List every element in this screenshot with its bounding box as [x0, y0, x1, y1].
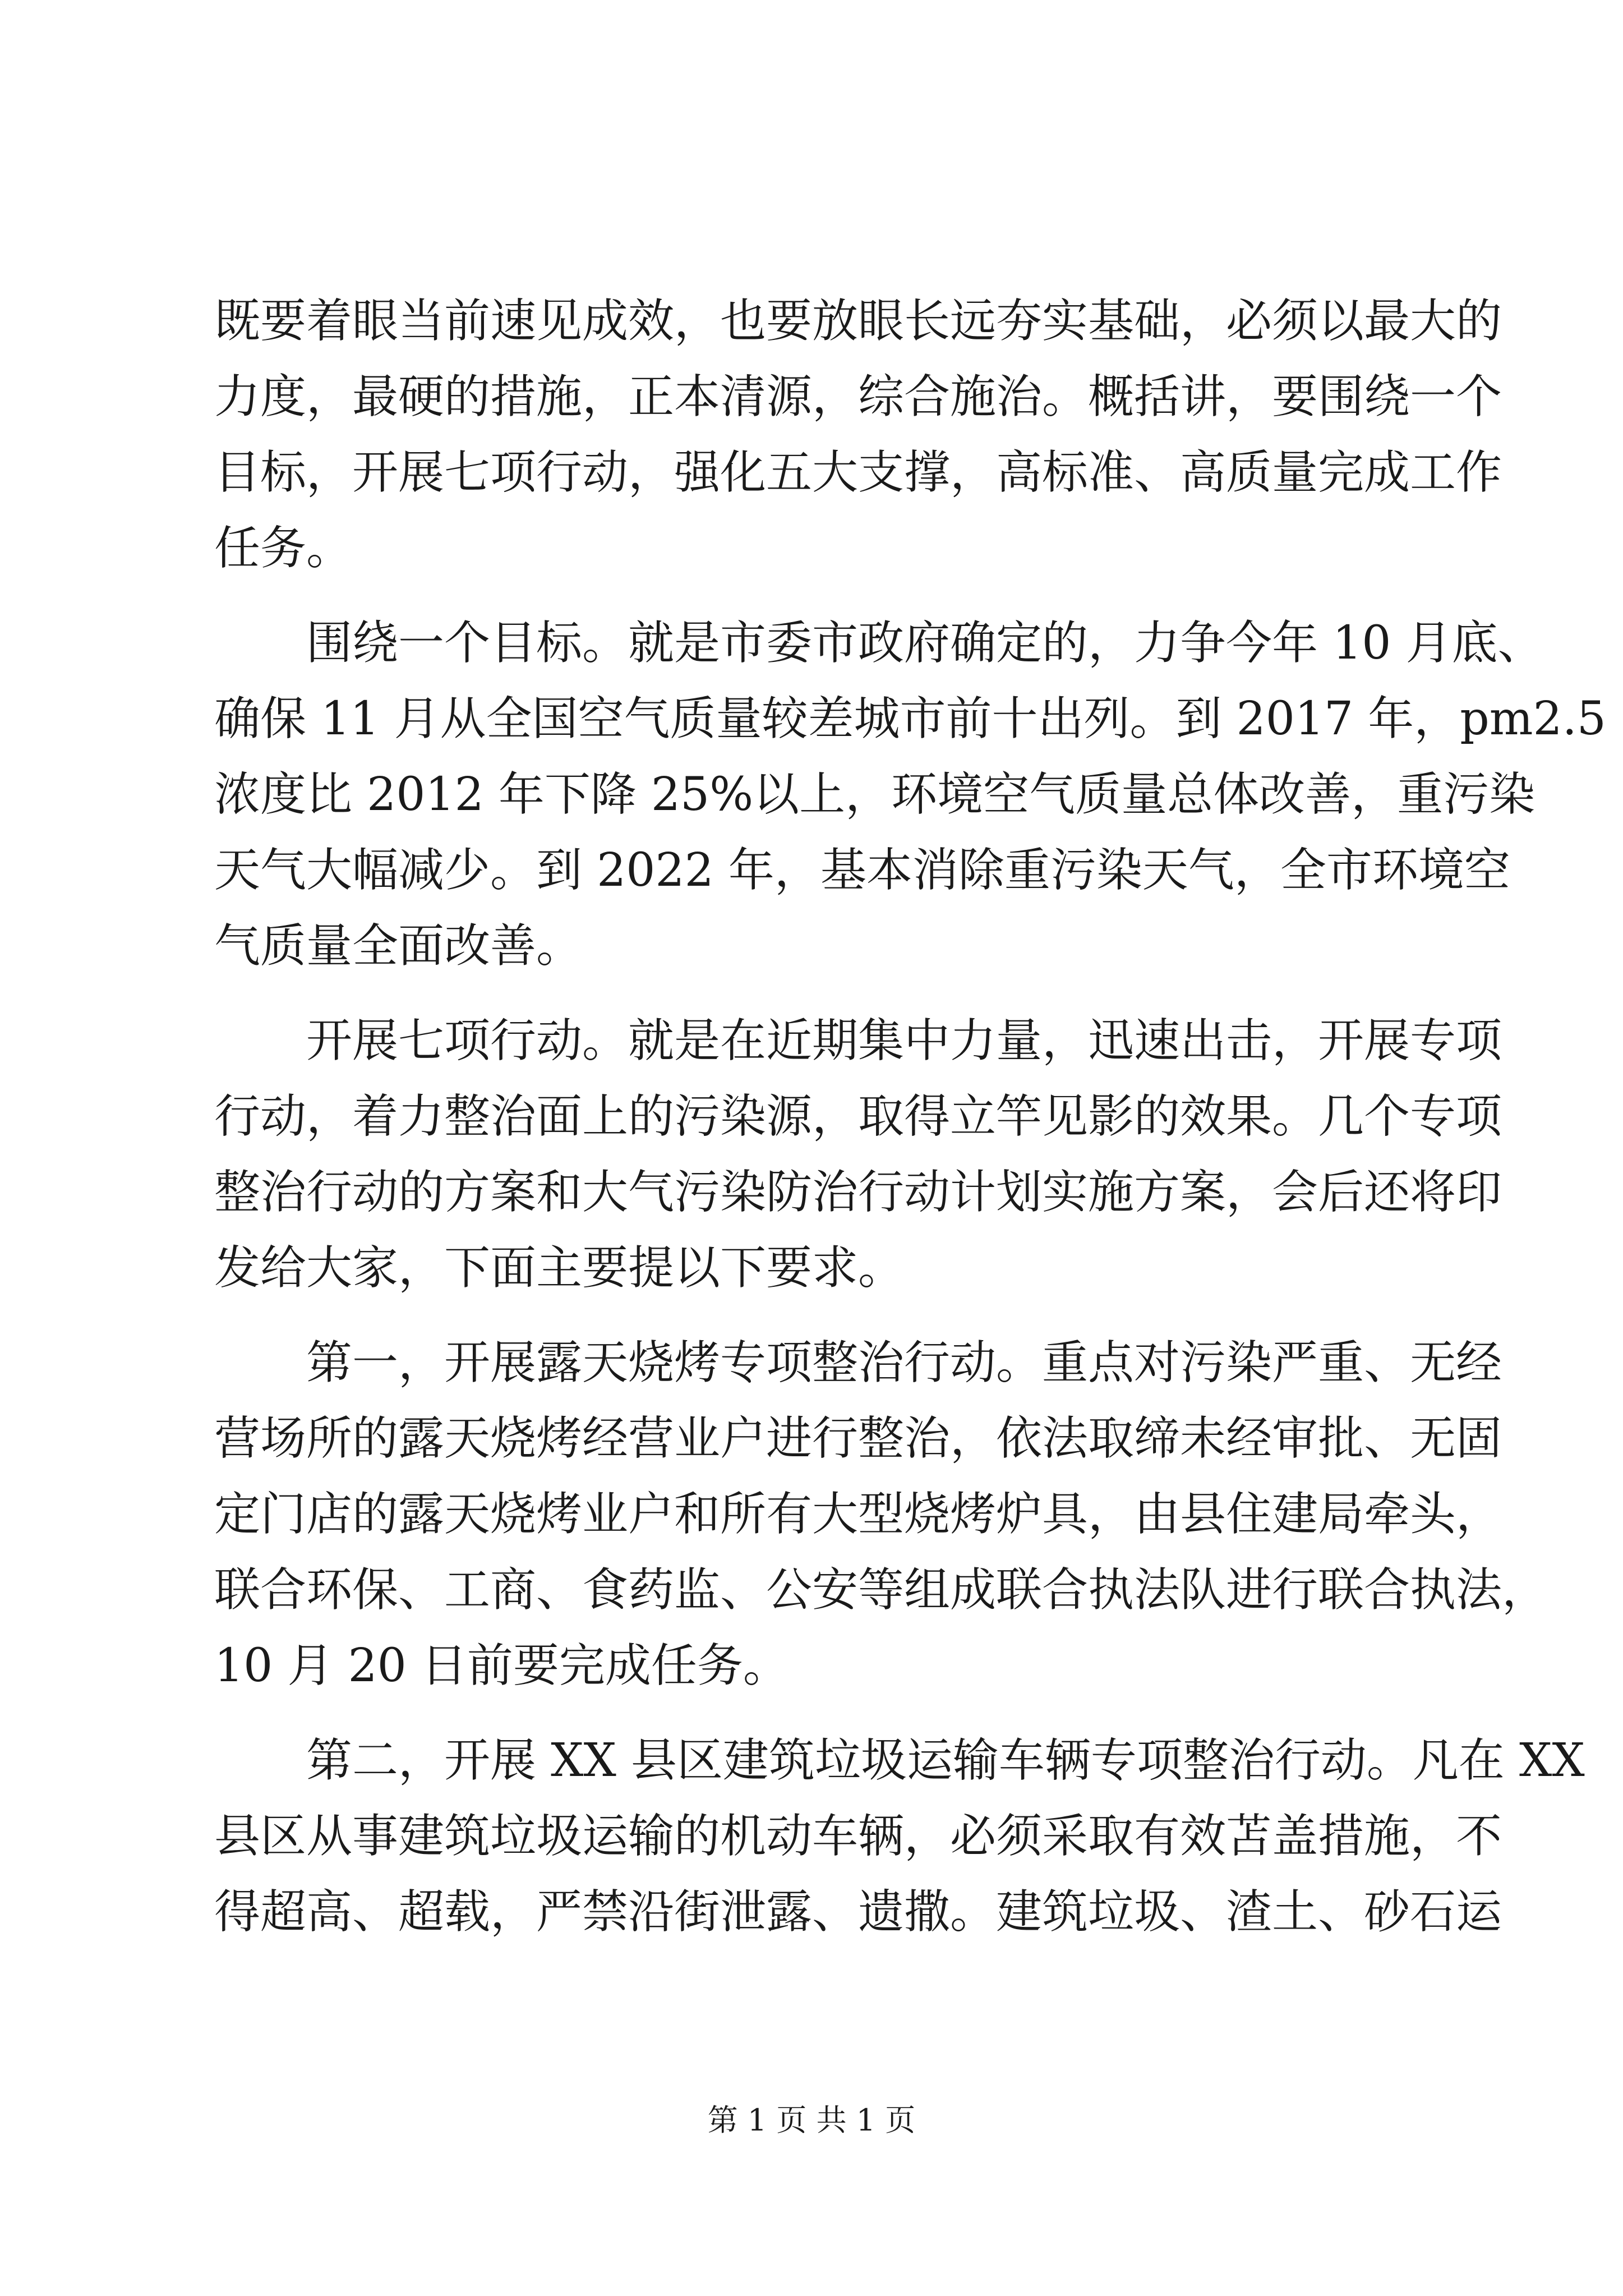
text-line: 第二，开展 XX 县区建筑垃圾运输车辆专项整治行动。凡在 XX — [306, 1734, 1585, 1787]
text-line: 联合环保、工商、食药监、公安等组成联合执法队进行联合执法， — [214, 1563, 1548, 1617]
paragraph-5 — [214, 1723, 1585, 1950]
text-line: 目标，开展七项行动，强化五大支撑，高标准、高质量完成工作 — [214, 446, 1502, 499]
text-line: 定门店的露天烧烤业户和所有大型烧烤炉具，由县住建局牵头， — [214, 1488, 1502, 1541]
text-line: 开展七项行动。就是在近期集中力量，迅速出击，开展专项 — [306, 1014, 1502, 1068]
text-line: 任务。 — [214, 522, 353, 575]
text-line: 营场所的露天烧烤经营业户进行整治，依法取缔未经审批、无固 — [214, 1412, 1502, 1465]
text-line: 县区从事建筑垃圾运输的机动车辆，必须采取有效苫盖措施，不 — [214, 1810, 1502, 1863]
text-line: 浓度比 2012 年下降 25%以上，环境空气质量总体改善，重污染 — [214, 768, 1536, 821]
text-line: 天气大幅减少。到 2022 年，基本消除重污染天气，全市环境空 — [214, 844, 1510, 897]
text-line: 10 月 20 日前要完成任务。 — [214, 1639, 789, 1692]
paragraph-1 — [214, 283, 1502, 586]
text-line: 围绕一个目标。就是市委市政府确定的，力争今年 10 月底、 — [306, 616, 1544, 670]
text-line: 力度，最硬的措施，正本清源，综合施治。概括讲，要围绕一个 — [214, 370, 1502, 424]
page-footer: 第 1 页 共 1 页 — [707, 2102, 916, 2138]
document-body — [214, 283, 1606, 1969]
text-line: 得超高、超载，严禁沿街泄露、遗撒。建筑垃圾、渣土、砂石运 — [214, 1885, 1502, 1939]
text-line: 既要着眼当前速见成效，也要放眼长远夯实基础，必须以最大的 — [214, 295, 1502, 348]
text-line: 行动，着力整治面上的污染源，取得立竿见影的效果。几个专项 — [214, 1090, 1502, 1143]
paragraph-3 — [214, 1003, 1502, 1306]
text-line: 第一，开展露天烧烤专项整治行动。重点对污染严重、无经 — [306, 1336, 1502, 1389]
paragraph-4 — [214, 1325, 1548, 1704]
paragraph-2 — [214, 605, 1606, 984]
text-line: 发给大家，下面主要提以下要求。 — [214, 1241, 905, 1295]
text-line: 整治行动的方案和大气污染防治行动计划实施方案，会后还将印 — [214, 1166, 1502, 1219]
text-line: 气质量全面改善。 — [214, 919, 583, 973]
text-line: 确保 11 月从全国空气质量较差城市前十出列。到 2017 年，pm2.5 — [214, 692, 1606, 746]
